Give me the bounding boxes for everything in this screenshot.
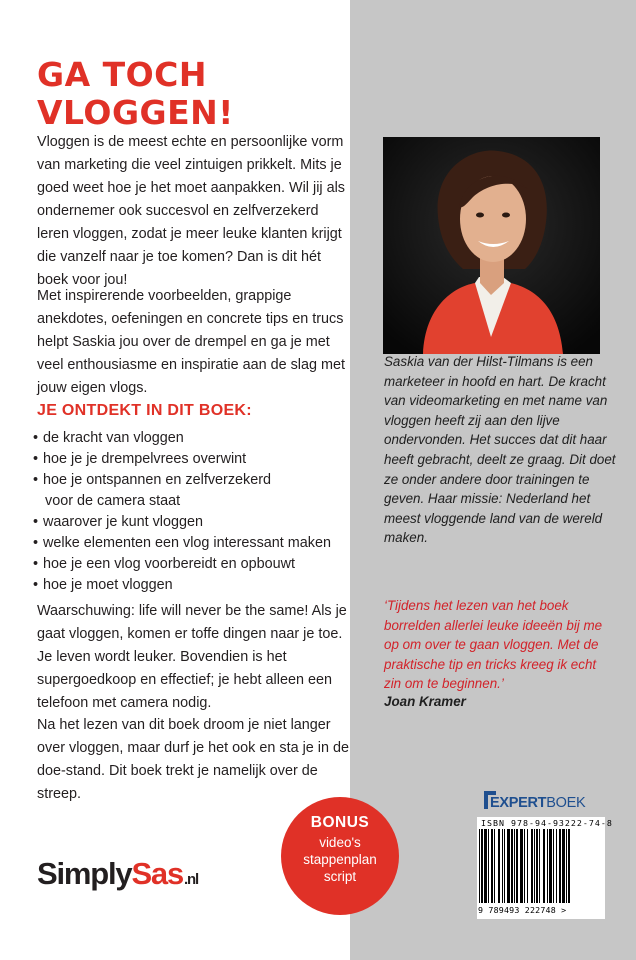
isbn-number: ISBN 978-94-93222-74-8 <box>481 818 613 828</box>
benefit-list <box>33 428 349 596</box>
body-paragraph-2: Met inspirerende voorbeelden, grappige anekdotes, oefeningen en concrete tips en trucs helpt Saskia jou over de drempel en ga je met veel enthousiasme en inspiratie aan de slag met jouw eigen vlogs. <box>37 288 345 396</box>
expertboek-logo-graphic <box>484 789 594 813</box>
warning-paragraph: Waarschuwing: life will never be the same! Als je gaat vloggen, komen er toffe dingen naar je toe. Je leven wordt leuker. Bovendien is het supergoedkoop en effectief; je hebt alleen een telefoon met camera nodig. <box>37 603 347 711</box>
intro-paragraph: Vloggen is de meest echte en persoonlijke vorm van marketing die veel zintuigen prikkelt. Mits je goed weet hoe je het moet aanpakken. Wil jij als ondernemer ook succesvol en zelfverzekerd leren vloggen, zodat je meer leuke klanten krijgt die vanzelf naar je toe komen? Dan is dit hét boek voor jou! <box>37 134 345 288</box>
bonus-item: stappenplan <box>303 852 377 867</box>
section-title: JE ONTDEKT IN DIT BOEK: <box>37 402 252 419</box>
svg-text:EXPERTBOEK: EXPERTBOEK <box>490 795 586 811</box>
list-item: • waarover je kunt vloggen <box>33 512 349 533</box>
author-bio: Saskia van der Hilst-Tilmans is een marketeer in hoofd en hart. De kracht van videomarketing en met name van vloggen heeft zij aan den lijve ondervonden. Het succes dat dit haar heeft gebracht, deelt ze graag. Dit doet ze onder andere door trainingen te geven. Haar missie: Nederland het meest vloggende land van de wereld maken. <box>384 354 616 546</box>
bonus-item: script <box>323 869 357 884</box>
author-portrait-illustration <box>383 137 600 354</box>
bonus-item: video's <box>319 835 361 850</box>
list-item-continuation: voor de camera staat <box>45 493 181 509</box>
list-item: • welke elementen een vlog interessant maken <box>33 533 349 554</box>
logo-text: SimplySas.nl <box>37 856 198 891</box>
list-item: • hoe je je drempelvrees overwint <box>33 449 349 470</box>
book-headline <box>37 56 234 132</box>
expertboek-logo <box>484 789 594 811</box>
headline-line-1: GA TOCH <box>37 55 208 94</box>
barcode-bars <box>479 829 603 905</box>
author-photo <box>383 137 600 354</box>
list-item: • de kracht van vloggen <box>33 428 349 449</box>
bonus-title: BONUS <box>310 814 370 831</box>
testimonial-author: Joan Kramer <box>384 694 466 709</box>
closing-paragraph: Na het lezen van dit boek droom je niet langer over vloggen, maar durf je het ook en sta je in de doe-stand. Dit boek trekt je namelijk over de streep. <box>37 717 349 802</box>
barcode-digits: 9 789493 222748 > <box>478 905 567 915</box>
list-item: • hoe je moet vloggen <box>33 575 349 596</box>
simplysas-logo <box>37 850 202 897</box>
isbn-barcode <box>477 817 613 919</box>
list-item: • hoe je een vlog voorbereidt en opbouwt <box>33 554 349 575</box>
list-item: • hoe je ontspannen en zelfverzekerd <box>33 470 349 491</box>
headline-line-2: VLOGGEN! <box>37 93 234 132</box>
simplysas-logo-graphic <box>37 850 202 892</box>
bonus-badge <box>281 797 399 915</box>
testimonial-quote: ‘Tijdens het lezen van het boek borrelden allerlei leuke ideeën bij me op om over te gaan vloggen. Met de praktische tip en tricks kreeg ik echt zin om te beginnen.’ <box>384 598 603 692</box>
